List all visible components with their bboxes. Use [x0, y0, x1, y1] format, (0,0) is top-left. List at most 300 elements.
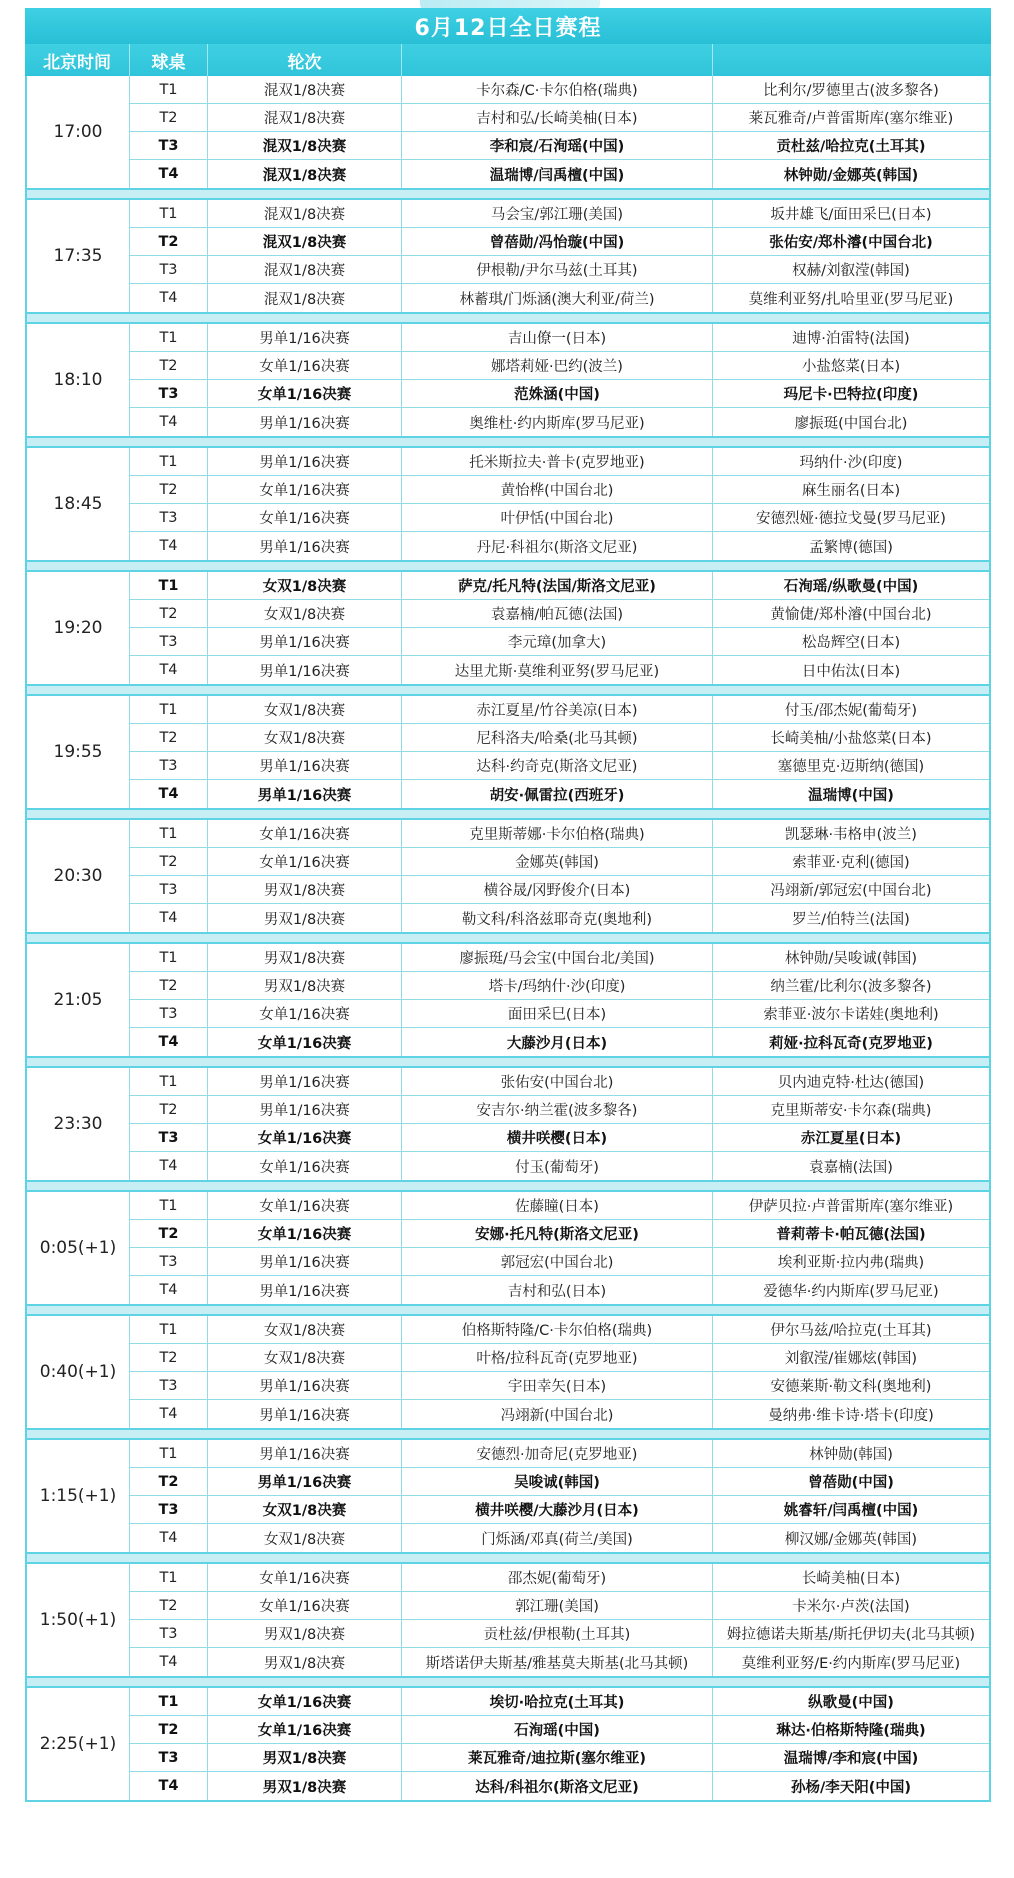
match-row — [130, 380, 989, 408]
match-round: 男单1/16决赛 — [208, 1468, 402, 1495]
table-number: T3 — [130, 256, 208, 283]
table-number: T4 — [130, 532, 208, 560]
match-round: 男单1/16决赛 — [208, 448, 402, 475]
table-number: T2 — [130, 1344, 208, 1371]
header-player2 — [713, 44, 991, 76]
match-round: 女单1/16决赛 — [208, 848, 402, 875]
player-two: 莉娅·拉科瓦奇(克罗地亚) — [769, 1035, 933, 1052]
match-round: 女双1/8决赛 — [208, 724, 402, 751]
match-row — [130, 228, 989, 256]
match-row — [130, 200, 989, 228]
player-one: 门烁涵/邓真(荷兰/美国) — [402, 1524, 713, 1552]
match-rows — [130, 324, 989, 436]
player-two: 迪博·泊雷特(法国) — [792, 331, 910, 347]
match-row — [130, 1068, 989, 1096]
player-two: 埃利亚斯·拉内弗(瑞典) — [777, 1255, 925, 1271]
table-number: T3 — [130, 1620, 208, 1647]
time-slot: 23:30 — [27, 1068, 130, 1180]
player-one: 安娜·托凡特(斯洛文尼亚) — [402, 1220, 713, 1247]
match-row — [130, 532, 989, 560]
table-number: T1 — [130, 1316, 208, 1343]
player-two: 赤江夏星(日本) — [800, 1131, 902, 1147]
match-round: 男双1/8决赛 — [208, 1744, 402, 1771]
match-round: 男单1/16决赛 — [208, 1276, 402, 1304]
player-one: 黄怡桦(中国台北) — [402, 476, 713, 503]
match-row — [130, 1620, 989, 1648]
match-round: 女单1/16决赛 — [208, 820, 402, 847]
time-slot: 17:35 — [27, 200, 130, 312]
match-row — [130, 284, 989, 312]
player-two: 刘叡滢/崔娜炫(韩国) — [784, 1351, 918, 1367]
match-round: 男单1/16决赛 — [208, 1400, 402, 1428]
match-row — [130, 504, 989, 532]
match-row — [130, 1096, 989, 1124]
player-two: 琳达·伯格斯特隆(瑞典) — [776, 1723, 926, 1739]
table-number: T4 — [130, 1648, 208, 1676]
match-round: 男单1/16决赛 — [208, 628, 402, 655]
match-row — [130, 1496, 989, 1524]
player-two: 贝内迪克特·杜达(德国) — [777, 1075, 925, 1091]
header-table: 球桌 — [130, 44, 208, 76]
match-rows — [130, 820, 989, 932]
match-row — [130, 628, 989, 656]
player-two: 安德烈娅·德拉戈曼(罗马尼亚) — [756, 511, 946, 527]
match-row — [130, 1000, 989, 1028]
time-block — [27, 76, 989, 190]
match-round: 女单1/16决赛 — [208, 1688, 402, 1715]
player-two: 林钟勋(韩国) — [809, 1447, 893, 1463]
match-row — [130, 876, 989, 904]
match-rows — [130, 1440, 989, 1552]
player-two: 孟繁博(德国) — [809, 539, 893, 556]
player-one: 横井咲樱(日本) — [402, 1124, 713, 1151]
player-two: 日中佑汰(日本) — [801, 663, 901, 680]
player-two: 坂井雄飞/面田采巳(日本) — [770, 207, 932, 223]
table-number: T3 — [130, 1372, 208, 1399]
player-one: 袁嘉楠/帕瓦德(法国) — [402, 600, 713, 627]
table-number: T4 — [130, 1028, 208, 1056]
match-round: 女单1/16决赛 — [208, 1124, 402, 1151]
player-two: 罗兰/伯特兰(法国) — [792, 911, 910, 928]
player-one: 吉村和弘(日本) — [402, 1276, 713, 1304]
player-one: 张佑安(中国台北) — [402, 1068, 713, 1095]
player-one: 曾蓓勋/冯怡璇(中国) — [402, 228, 713, 255]
time-slot: 19:20 — [27, 572, 130, 684]
player-one: 廖振珽/马会宝(中国台北/美国) — [402, 944, 713, 971]
match-round: 女单1/16决赛 — [208, 1716, 402, 1743]
table-number: T4 — [130, 284, 208, 312]
match-row — [130, 820, 989, 848]
player-two: 孙杨/李天阳(中国) — [790, 1779, 912, 1796]
player-two: 莫维利亚努/扎哈里亚(罗马尼亚) — [748, 291, 954, 308]
match-row — [130, 132, 989, 160]
match-round: 女单1/16决赛 — [208, 1192, 402, 1219]
time-slot: 17:00 — [27, 76, 130, 188]
player-one: 林蓄琪/门烁涵(澳大利亚/荷兰) — [402, 284, 713, 312]
match-round: 男单1/16决赛 — [208, 752, 402, 779]
table-number: T3 — [130, 876, 208, 903]
player-one: 李元璋(加拿大) — [402, 628, 713, 655]
table-number: T1 — [130, 1068, 208, 1095]
player-two: 贡杜兹/哈拉克(土耳其) — [776, 139, 926, 155]
block-separator — [27, 562, 989, 572]
match-round: 女双1/8决赛 — [208, 572, 402, 599]
match-row — [130, 1316, 989, 1344]
player-two: 纳兰霍/比利尔(波多黎各) — [770, 979, 932, 995]
match-row — [130, 1400, 989, 1428]
player-one: 达里尤斯·莫维利亚努(罗马尼亚) — [402, 656, 713, 684]
player-two: 柳汉娜/金娜英(韩国) — [784, 1531, 918, 1548]
time-slot: 1:50(+1) — [27, 1564, 130, 1676]
player-two: 黄愉倢/郑朴濬(中国台北) — [770, 607, 932, 623]
header-time: 北京时间 — [25, 44, 130, 76]
match-rows — [130, 944, 989, 1056]
table-number: T2 — [130, 724, 208, 751]
match-row — [130, 76, 989, 104]
block-separator — [27, 1058, 989, 1068]
time-block — [27, 324, 989, 438]
table-number: T1 — [130, 200, 208, 227]
match-round: 女单1/16决赛 — [208, 380, 402, 407]
match-row — [130, 1772, 989, 1800]
match-round: 男双1/8决赛 — [208, 904, 402, 932]
table-number: T3 — [130, 1000, 208, 1027]
match-round: 男单1/16决赛 — [208, 1440, 402, 1467]
match-round: 女双1/8决赛 — [208, 1344, 402, 1371]
player-one: 吉山僚一(日本) — [402, 324, 713, 351]
block-separator — [27, 686, 989, 696]
match-round: 女单1/16决赛 — [208, 1564, 402, 1591]
table-number: T3 — [130, 504, 208, 531]
player-one: 马会宝/郭江珊(美国) — [402, 200, 713, 227]
player-one: 安德烈·加奇尼(克罗地亚) — [402, 1440, 713, 1467]
player-one: 贡杜兹/伊根勒(土耳其) — [402, 1620, 713, 1647]
table-number: T2 — [130, 1716, 208, 1743]
match-rows — [130, 1564, 989, 1676]
table-number: T4 — [130, 408, 208, 436]
match-row — [130, 944, 989, 972]
player-two: 长崎美柚(日本) — [801, 1571, 901, 1587]
table-number: T2 — [130, 1096, 208, 1123]
time-slot: 1:15(+1) — [27, 1440, 130, 1552]
player-one: 大藤沙月(日本) — [402, 1028, 713, 1056]
match-round: 混双1/8决赛 — [208, 132, 402, 159]
table-number: T2 — [130, 972, 208, 999]
player-one: 萨克/托凡特(法国/斯洛文尼亚) — [402, 572, 713, 599]
player-one: 李和宸/石洵瑶(中国) — [402, 132, 713, 159]
match-row — [130, 1152, 989, 1180]
time-slot: 2:25(+1) — [27, 1688, 130, 1800]
player-two: 纵歌曼(中国) — [808, 1695, 894, 1711]
match-row — [130, 696, 989, 724]
table-number: T4 — [130, 1152, 208, 1180]
match-row — [130, 972, 989, 1000]
time-block — [27, 1440, 989, 1554]
match-row — [130, 1440, 989, 1468]
table-number: T1 — [130, 76, 208, 103]
player-one: 娜塔莉娅·巴约(波兰) — [402, 352, 713, 379]
match-round: 男单1/16决赛 — [208, 408, 402, 436]
table-number: T3 — [130, 752, 208, 779]
player-one: 斯塔诺伊夫斯基/雅基莫夫斯基(北马其顿) — [402, 1648, 713, 1676]
player-one: 莱瓦雅奇/迪拉斯(塞尔维亚) — [402, 1744, 713, 1771]
table-number: T2 — [130, 1592, 208, 1619]
match-round: 女双1/8决赛 — [208, 1496, 402, 1523]
player-one: 丹尼·科祖尔(斯洛文尼亚) — [402, 532, 713, 560]
match-row — [130, 656, 989, 684]
match-row — [130, 600, 989, 628]
player-one: 石洵瑶(中国) — [402, 1716, 713, 1743]
player-one: 郭冠宏(中国台北) — [402, 1248, 713, 1275]
match-round: 男单1/16决赛 — [208, 656, 402, 684]
table-number: T4 — [130, 1276, 208, 1304]
player-one: 赤江夏星/竹谷美凉(日本) — [402, 696, 713, 723]
match-round: 女双1/8决赛 — [208, 696, 402, 723]
player-one: 范姝涵(中国) — [402, 380, 713, 407]
player-one: 横井咲樱/大藤沙月(日本) — [402, 1496, 713, 1523]
match-round: 男双1/8决赛 — [208, 944, 402, 971]
player-two: 冯翊新/郭冠宏(中国台北) — [770, 883, 932, 899]
player-two: 长崎美柚/小盐悠菜(日本) — [770, 731, 932, 747]
block-separator — [27, 934, 989, 944]
match-row — [130, 1192, 989, 1220]
player-two: 付玉/邵杰妮(葡萄牙) — [784, 703, 918, 719]
table-number: T4 — [130, 1772, 208, 1800]
player-one: 克里斯蒂娜·卡尔伯格(瑞典) — [402, 820, 713, 847]
match-round: 混双1/8决赛 — [208, 76, 402, 103]
player-one: 伯格斯特隆/C·卡尔伯格(瑞典) — [402, 1316, 713, 1343]
player-two: 莱瓦雅奇/卢普雷斯库(塞尔维亚) — [748, 111, 954, 127]
match-rows — [130, 1316, 989, 1428]
match-round: 女单1/16决赛 — [208, 476, 402, 503]
match-round: 女单1/16决赛 — [208, 1000, 402, 1027]
player-one: 邵杰妮(葡萄牙) — [402, 1564, 713, 1591]
match-row — [130, 904, 989, 932]
player-one: 尼科洛夫/哈桑(北马其顿) — [402, 724, 713, 751]
player-one: 郭江珊(美国) — [402, 1592, 713, 1619]
match-row — [130, 1688, 989, 1716]
player-one: 叶伊恬(中国台北) — [402, 504, 713, 531]
time-block — [27, 1316, 989, 1430]
player-two: 伊萨贝拉·卢普雷斯库(塞尔维亚) — [748, 1199, 954, 1215]
player-two: 张佑安/郑朴濬(中国台北) — [769, 235, 933, 251]
player-one: 塔卡/玛纳什·沙(印度) — [402, 972, 713, 999]
match-round: 混双1/8决赛 — [208, 284, 402, 312]
match-rows — [130, 1192, 989, 1304]
match-row — [130, 1592, 989, 1620]
match-rows — [130, 200, 989, 312]
match-row — [130, 256, 989, 284]
table-header — [25, 44, 991, 76]
match-round: 女双1/8决赛 — [208, 1316, 402, 1343]
table-number: T1 — [130, 1688, 208, 1715]
match-round: 混双1/8决赛 — [208, 160, 402, 188]
player-two: 姆拉德诺夫斯基/斯托伊切夫(北马其顿) — [726, 1627, 976, 1643]
table-number: T3 — [130, 1496, 208, 1523]
match-round: 混双1/8决赛 — [208, 256, 402, 283]
time-block — [27, 944, 989, 1058]
match-row — [130, 1344, 989, 1372]
time-slot: 21:05 — [27, 944, 130, 1056]
match-round: 男单1/16决赛 — [208, 1372, 402, 1399]
table-number: T1 — [130, 1564, 208, 1591]
table-number: T1 — [130, 696, 208, 723]
match-round: 男双1/8决赛 — [208, 1648, 402, 1676]
header-player1 — [402, 44, 713, 76]
match-round: 男单1/16决赛 — [208, 780, 402, 808]
player-two: 爱德华·约内斯库(罗马尼亚) — [763, 1283, 939, 1300]
match-rows — [130, 1688, 989, 1800]
player-one: 面田采巳(日本) — [402, 1000, 713, 1027]
table-number: T1 — [130, 1440, 208, 1467]
table-number: T3 — [130, 132, 208, 159]
match-rows — [130, 1068, 989, 1180]
match-round: 男单1/16决赛 — [208, 1096, 402, 1123]
table-number: T1 — [130, 820, 208, 847]
match-row — [130, 1648, 989, 1676]
player-one: 冯翊新(中国台北) — [402, 1400, 713, 1428]
block-separator — [27, 438, 989, 448]
match-round: 男单1/16决赛 — [208, 324, 402, 351]
table-number: T1 — [130, 572, 208, 599]
player-two: 林钟勋/金娜英(韩国) — [783, 167, 919, 184]
table-number: T4 — [130, 904, 208, 932]
player-one: 叶格/拉科瓦奇(克罗地亚) — [402, 1344, 713, 1371]
block-separator — [27, 810, 989, 820]
match-round: 男单1/16决赛 — [208, 1068, 402, 1095]
player-two: 松岛辉空(日本) — [801, 635, 901, 651]
table-number: T2 — [130, 476, 208, 503]
time-slot: 19:55 — [27, 696, 130, 808]
player-two: 卡米尔·卢茨(法国) — [792, 1599, 910, 1615]
player-one: 卡尔森/C·卡尔伯格(瑞典) — [402, 76, 713, 103]
match-row — [130, 1124, 989, 1152]
block-separator — [27, 1182, 989, 1192]
player-two: 玛尼卡·巴特拉(印度) — [783, 387, 919, 403]
player-two: 林钟勋/吴唆诚(韩国) — [784, 951, 918, 967]
block-separator — [27, 190, 989, 200]
player-one: 安吉尔·纳兰霍(波多黎各) — [402, 1096, 713, 1123]
player-two: 索菲亚·波尔卡诺娃(奥地利) — [763, 1007, 939, 1023]
table-number: T2 — [130, 600, 208, 627]
match-row — [130, 1028, 989, 1056]
match-round: 男双1/8决赛 — [208, 972, 402, 999]
match-row — [130, 752, 989, 780]
player-one: 横谷晟/冈野俊介(日本) — [402, 876, 713, 903]
match-row — [130, 1276, 989, 1304]
player-two: 姚睿轩/闫禹檀(中国) — [783, 1503, 919, 1519]
player-two: 凯瑟琳·韦格申(波兰) — [785, 827, 917, 843]
player-one: 宇田幸矢(日本) — [402, 1372, 713, 1399]
table-number: T1 — [130, 1192, 208, 1219]
table-number: T4 — [130, 780, 208, 808]
match-row — [130, 572, 989, 600]
match-round: 女单1/16决赛 — [208, 1028, 402, 1056]
player-one: 付玉(葡萄牙) — [402, 1152, 713, 1180]
time-slot: 0:40(+1) — [27, 1316, 130, 1428]
match-round: 女单1/16决赛 — [208, 352, 402, 379]
time-block — [27, 1564, 989, 1678]
match-row — [130, 724, 989, 752]
table-number: T1 — [130, 944, 208, 971]
player-two: 安德莱斯·勒文科(奥地利) — [770, 1379, 932, 1395]
player-two: 比利尔/罗德里古(波多黎各) — [763, 83, 939, 99]
match-round: 女单1/16决赛 — [208, 1220, 402, 1247]
table-number: T4 — [130, 1524, 208, 1552]
match-row — [130, 408, 989, 436]
player-two: 曾蓓勋(中国) — [808, 1475, 894, 1491]
match-row — [130, 104, 989, 132]
time-block — [27, 200, 989, 314]
match-round: 女单1/16决赛 — [208, 1152, 402, 1180]
player-two: 曼纳弗·维卡诗·塔卡(印度) — [768, 1407, 934, 1424]
player-two: 廖振珽(中国台北) — [794, 415, 908, 432]
match-row — [130, 448, 989, 476]
match-round: 男单1/16决赛 — [208, 532, 402, 560]
player-one: 达科·约奇克(斯洛文尼亚) — [402, 752, 713, 779]
player-one: 伊根勒/尹尔马兹(土耳其) — [402, 256, 713, 283]
match-round: 女单1/16决赛 — [208, 1592, 402, 1619]
match-round: 混双1/8决赛 — [208, 104, 402, 131]
table-number: T4 — [130, 1400, 208, 1428]
player-one: 温瑞博/闫禹檀(中国) — [402, 160, 713, 188]
table-number: T4 — [130, 656, 208, 684]
table-number: T3 — [130, 1744, 208, 1771]
player-two: 温瑞博/李和宸(中国) — [783, 1751, 919, 1767]
table-number: T2 — [130, 228, 208, 255]
time-slot: 18:10 — [27, 324, 130, 436]
player-one: 胡安·佩雷拉(西班牙) — [402, 780, 713, 808]
time-block — [27, 1068, 989, 1182]
match-row — [130, 1468, 989, 1496]
match-row — [130, 1220, 989, 1248]
table-number: T3 — [130, 1248, 208, 1275]
table-number: T3 — [130, 380, 208, 407]
table-number: T2 — [130, 1220, 208, 1247]
match-round: 男双1/8决赛 — [208, 1772, 402, 1800]
match-round: 女双1/8决赛 — [208, 600, 402, 627]
player-two: 小盐悠菜(日本) — [801, 359, 901, 375]
time-slot: 18:45 — [27, 448, 130, 560]
time-block — [27, 1688, 989, 1802]
table-number: T4 — [130, 160, 208, 188]
match-rows — [130, 696, 989, 808]
time-block — [27, 1192, 989, 1306]
match-round: 男单1/16决赛 — [208, 1248, 402, 1275]
player-two: 袁嘉楠(法国) — [809, 1159, 893, 1176]
player-one: 埃切·哈拉克(土耳其) — [402, 1688, 713, 1715]
table-number: T2 — [130, 848, 208, 875]
table-number: T2 — [130, 1468, 208, 1495]
match-row — [130, 848, 989, 876]
block-separator — [27, 1678, 989, 1688]
match-row — [130, 1372, 989, 1400]
table-number: T1 — [130, 448, 208, 475]
page-title: 6月12日全日赛程 — [25, 8, 991, 44]
time-block — [27, 572, 989, 686]
match-row — [130, 1524, 989, 1552]
player-two: 克里斯蒂安·卡尔森(瑞典) — [770, 1103, 932, 1119]
player-two: 石洵瑶/纵歌曼(中国) — [783, 579, 919, 595]
table-number: T2 — [130, 352, 208, 379]
match-row — [130, 1248, 989, 1276]
player-two: 玛纳什·沙(印度) — [799, 455, 903, 471]
match-round: 混双1/8决赛 — [208, 200, 402, 227]
match-row — [130, 352, 989, 380]
match-row — [130, 1716, 989, 1744]
match-round: 男双1/8决赛 — [208, 1620, 402, 1647]
match-row — [130, 324, 989, 352]
